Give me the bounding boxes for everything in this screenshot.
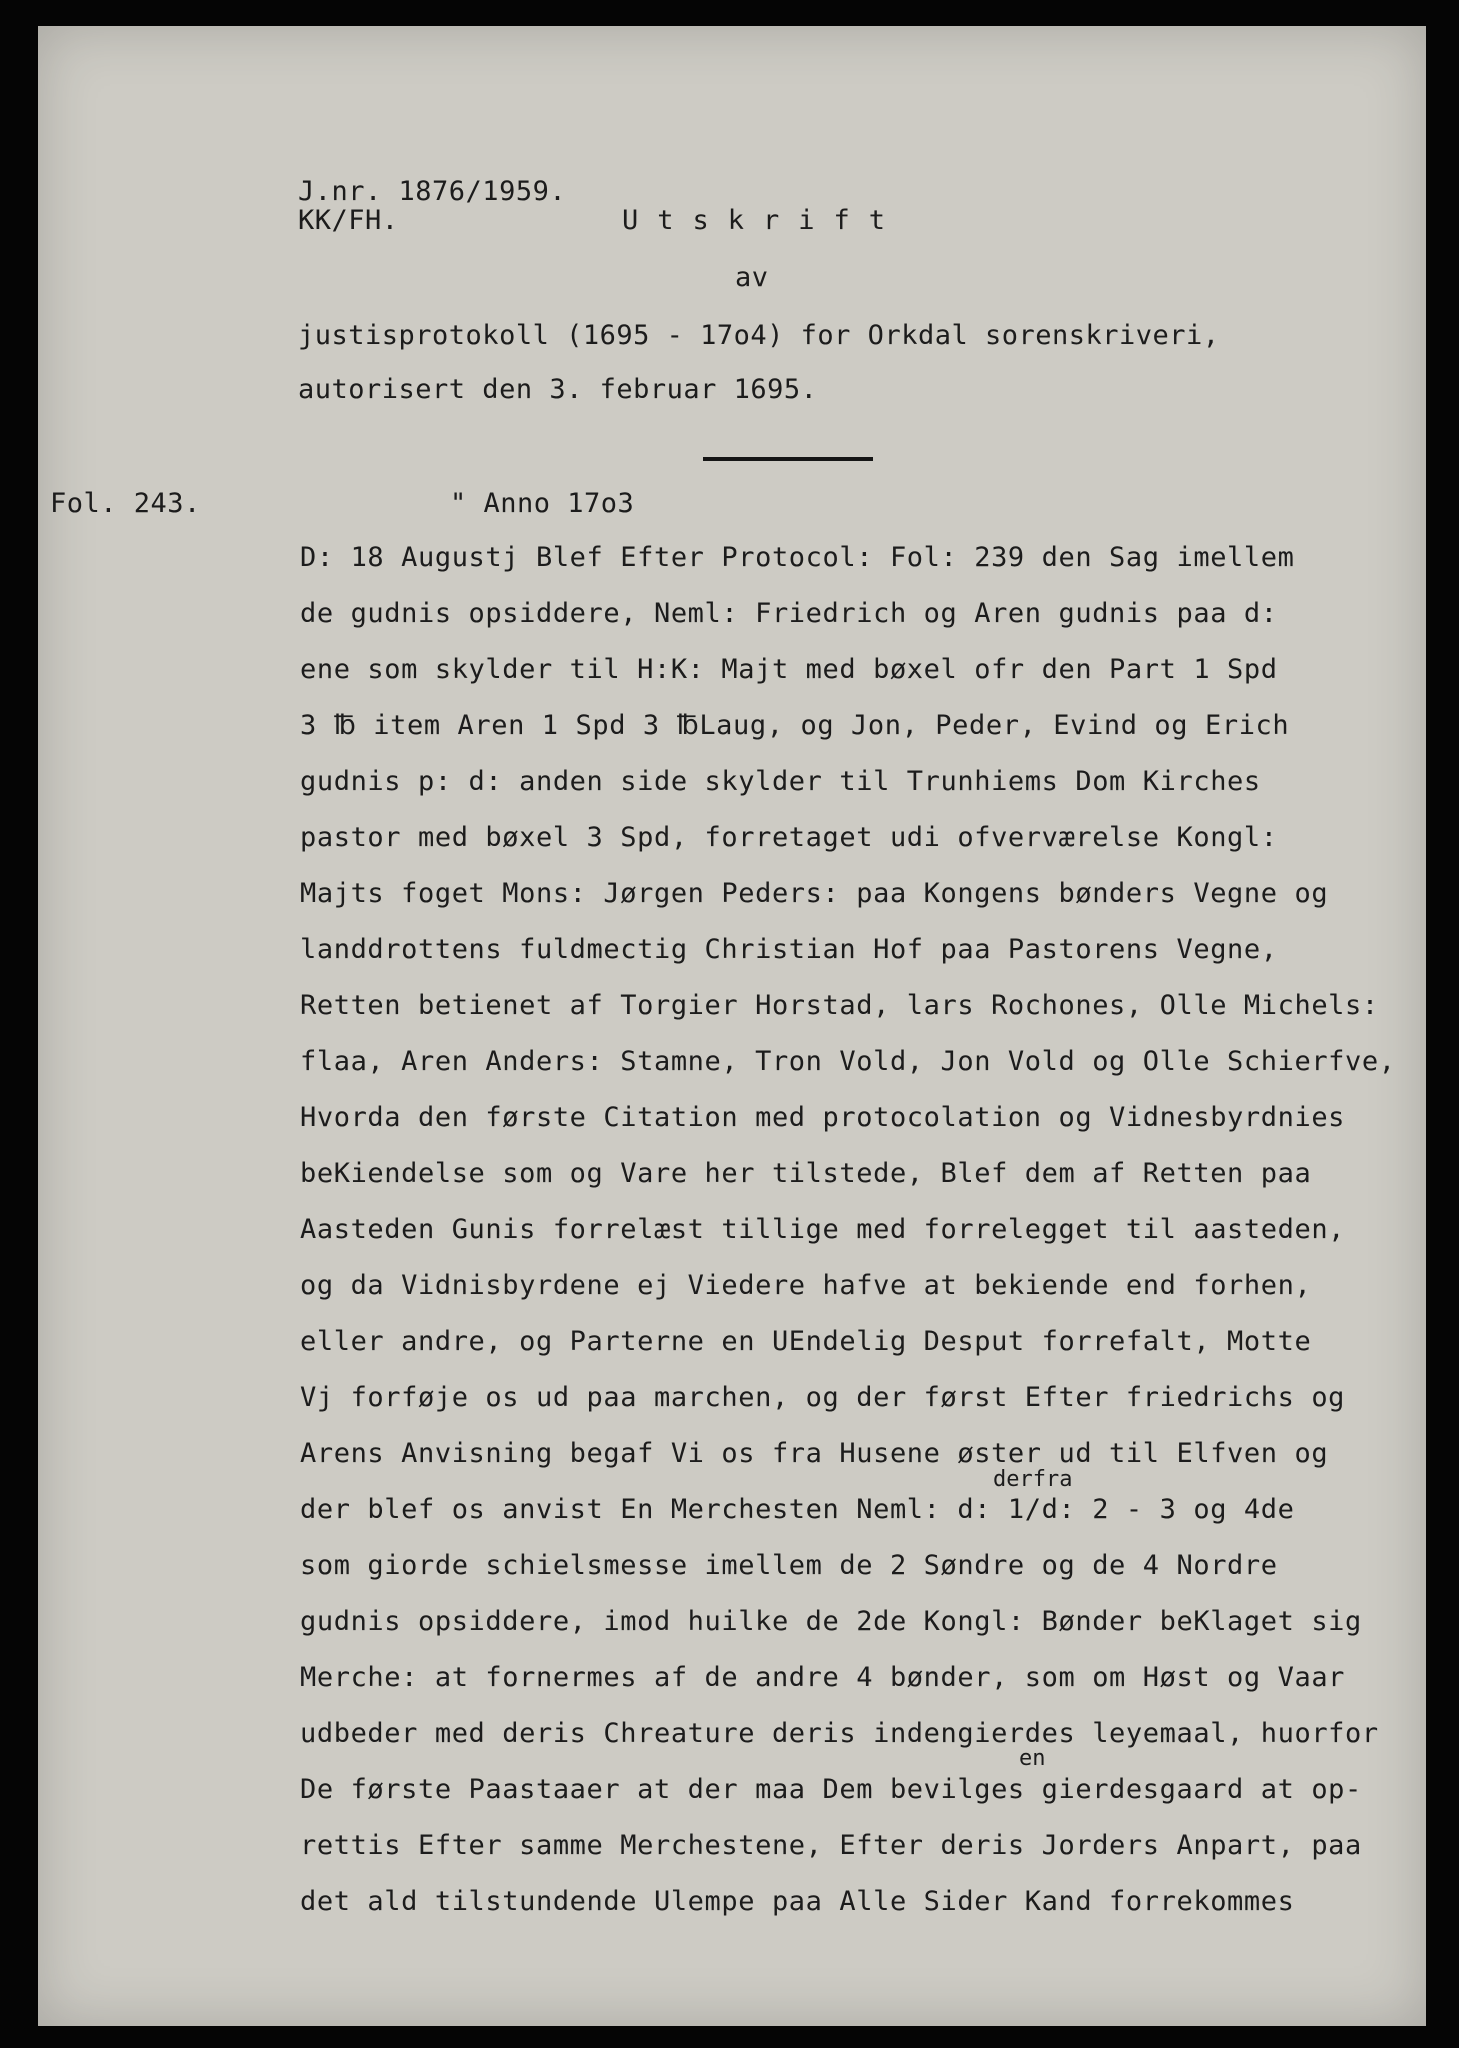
text-line: Vj forføje os ud paa marchen, og der først Efter friedrichs og bbox=[300, 1382, 1346, 1413]
text-line: som giorde schielsmesse imellem de 2 Søndre og de 4 Nordre bbox=[300, 1550, 1278, 1581]
text-line: gudnis p: d: anden side skylder til Trunhiems Dom Kirches bbox=[300, 766, 1261, 797]
text-line: Aasteden Gunis forrelæst tillige med forrelegget til aasteden, bbox=[300, 1214, 1346, 1245]
text-line: Arens Anvisning begaf Vi os fra Husene øster ud til Elfven og bbox=[300, 1438, 1329, 1469]
insertion-derfra: derfra bbox=[993, 1467, 1073, 1492]
folio-reference: Fol. 243. bbox=[50, 488, 201, 519]
text-line: beKiendelse som og Vare her tilstede, Blef dem af Retten paa bbox=[300, 1158, 1312, 1189]
document-title: Utskrift bbox=[622, 205, 905, 236]
text-line: Merche: at fornermes af de andre 4 bønder, som om Høst og Vaar bbox=[300, 1662, 1346, 1693]
initials: KK/FH. bbox=[298, 205, 399, 236]
text-line: og da Vidnisbyrdene ej Viedere hafve at bekiende end forhen, bbox=[300, 1270, 1312, 1301]
text-line: rettis Efter samme Merchestene, Efter deris Jorders Anpart, paa bbox=[300, 1830, 1362, 1861]
text-line: eller andre, og Parterne en UEndelig Desput forrefalt, Motte bbox=[300, 1326, 1312, 1357]
divider-rule bbox=[703, 457, 873, 461]
subtitle-line-1: justisprotokoll (1695 - 17o4) for Orkdal sorenskriveri, bbox=[298, 320, 1220, 351]
text-line: pastor med bøxel 3 Spd, forretaget udi ofverværelse Kongl: bbox=[300, 822, 1278, 853]
insertion-en: en bbox=[1019, 1746, 1046, 1771]
subtitle-line-2: autorisert den 3. februar 1695. bbox=[298, 374, 818, 405]
text-line: udbeder med deris Chreature deris indengierdes leyemaal, huorfor bbox=[300, 1718, 1379, 1749]
text-line: Retten betienet af Torgier Horstad, lars Rochones, Olle Michels: bbox=[300, 990, 1379, 1021]
journal-number: J.nr. 1876/1959. bbox=[298, 176, 567, 207]
text-line: det ald tilstundende Ulempe paa Alle Sider Kand forrekommes bbox=[300, 1886, 1295, 1917]
text-line: 3 ℔ item Aren 1 Spd 3 ℔Laug, og Jon, Peder, Evind og Erich bbox=[300, 710, 1290, 741]
text-line: Hvorda den første Citation med protocolation og Vidnesbyrdnies bbox=[300, 1102, 1346, 1133]
text-line: Majts foget Mons: Jørgen Peders: paa Kongens bønders Vegne og bbox=[300, 878, 1329, 909]
title-av: av bbox=[735, 262, 769, 293]
text-line: gudnis opsiddere, imod huilke de 2de Kongl: Bønder beKlaget sig bbox=[300, 1606, 1362, 1637]
text-line: ene som skylder til H:K: Majt med bøxel ofr den Part 1 Spd bbox=[300, 654, 1278, 685]
text-line: der blef os anvist En Merchesten Neml: d: 1/d: 2 - 3 og 4de bbox=[300, 1494, 1295, 1525]
text-line: flaa, Aren Anders: Stamne, Tron Vold, Jon Vold og Olle Schierfve, bbox=[300, 1046, 1396, 1077]
text-line: de gudnis opsiddere, Neml: Friedrich og Aren gudnis paa d: bbox=[300, 598, 1278, 629]
anno-heading: " Anno 17o3 bbox=[450, 488, 635, 519]
text-line: D: 18 Augustj Blef Efter Protocol: Fol: 239 den Sag imellem bbox=[300, 542, 1295, 573]
text-line: landdrottens fuldmectig Christian Hof paa Pastorens Vegne, bbox=[300, 934, 1278, 965]
text-line: De første Paastaaer at der maa Dem bevilges gierdesgaard at op- bbox=[300, 1774, 1362, 1805]
